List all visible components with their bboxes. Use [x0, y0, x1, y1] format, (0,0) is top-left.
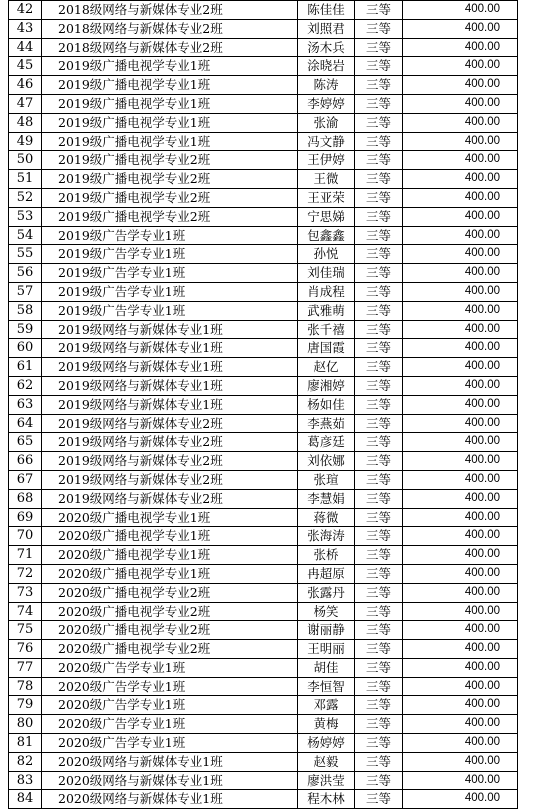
student-name-cell: 刘佳瑞 [298, 264, 355, 283]
student-name-cell: 张千禧 [298, 320, 355, 339]
class-name-cell: 2018级网络与新媒体专业2班 [42, 19, 298, 38]
award-amount-cell: 400.00 [403, 188, 518, 207]
student-name-cell: 杨如佳 [298, 395, 355, 414]
table-row [9, 320, 518, 339]
student-name-cell: 李婷婷 [298, 94, 355, 113]
award-amount-cell: 400.00 [403, 696, 518, 715]
class-name-cell: 2020级广告学专业1班 [42, 658, 298, 677]
student-name-cell: 蒋微 [298, 508, 355, 527]
class-name-cell: 2020级广告学专业1班 [42, 696, 298, 715]
award-level-cell: 三等 [355, 564, 403, 583]
row-number-cell: 55 [9, 245, 42, 264]
table-row [9, 452, 518, 471]
award-amount-cell: 400.00 [403, 508, 518, 527]
class-name-cell: 2020级广播电视学专业2班 [42, 640, 298, 659]
award-amount-cell: 400.00 [403, 771, 518, 790]
row-number-cell: 72 [9, 564, 42, 583]
award-level-cell: 三等 [355, 489, 403, 508]
row-number-cell: 81 [9, 734, 42, 753]
student-name-cell: 涂晓岩 [298, 57, 355, 76]
award-amount-cell: 400.00 [403, 546, 518, 565]
row-number-cell: 68 [9, 489, 42, 508]
table-row [9, 57, 518, 76]
class-name-cell: 2019级网络与新媒体专业1班 [42, 395, 298, 414]
award-amount-cell: 400.00 [403, 339, 518, 358]
row-number-cell: 47 [9, 94, 42, 113]
table-row [9, 583, 518, 602]
class-name-cell: 2019级网络与新媒体专业2班 [42, 470, 298, 489]
row-number-cell: 50 [9, 151, 42, 170]
award-amount-cell: 400.00 [403, 19, 518, 38]
award-level-cell: 三等 [355, 414, 403, 433]
class-name-cell: 2019级广播电视学专业1班 [42, 94, 298, 113]
table-row [9, 226, 518, 245]
table-row [9, 414, 518, 433]
award-level-cell: 三等 [355, 207, 403, 226]
class-name-cell: 2020级网络与新媒体专业1班 [42, 752, 298, 771]
table-row [9, 339, 518, 358]
award-level-cell: 三等 [355, 301, 403, 320]
class-name-cell: 2020级广播电视学专业2班 [42, 583, 298, 602]
class-name-cell: 2019级网络与新媒体专业2班 [42, 489, 298, 508]
award-level-cell: 三等 [355, 245, 403, 264]
student-name-cell: 张海涛 [298, 527, 355, 546]
award-amount-cell: 400.00 [403, 170, 518, 189]
award-level-cell: 三等 [355, 170, 403, 189]
award-table [8, 0, 518, 809]
table-row [9, 151, 518, 170]
class-name-cell: 2019级网络与新媒体专业1班 [42, 339, 298, 358]
award-amount-cell: 400.00 [403, 564, 518, 583]
row-number-cell: 63 [9, 395, 42, 414]
table-row [9, 76, 518, 95]
row-number-cell: 60 [9, 339, 42, 358]
award-level-cell: 三等 [355, 470, 403, 489]
row-number-cell: 74 [9, 602, 42, 621]
award-amount-cell: 400.00 [403, 113, 518, 132]
row-number-cell: 69 [9, 508, 42, 527]
award-level-cell: 三等 [355, 395, 403, 414]
award-level-cell: 三等 [355, 696, 403, 715]
row-number-cell: 64 [9, 414, 42, 433]
award-amount-cell: 400.00 [403, 640, 518, 659]
student-name-cell: 廖湘婷 [298, 376, 355, 395]
award-level-cell: 三等 [355, 57, 403, 76]
student-name-cell: 孙悦 [298, 245, 355, 264]
class-name-cell: 2019级广告学专业1班 [42, 264, 298, 283]
row-number-cell: 46 [9, 76, 42, 95]
award-level-cell: 三等 [355, 771, 403, 790]
student-name-cell: 杨笑 [298, 602, 355, 621]
row-number-cell: 82 [9, 752, 42, 771]
award-amount-cell: 400.00 [403, 677, 518, 696]
class-name-cell: 2020级广播电视学专业2班 [42, 621, 298, 640]
row-number-cell: 83 [9, 771, 42, 790]
student-name-cell: 廖洪莹 [298, 771, 355, 790]
class-name-cell: 2019级网络与新媒体专业1班 [42, 358, 298, 377]
class-name-cell: 2020级广播电视学专业1班 [42, 527, 298, 546]
award-amount-cell: 400.00 [403, 527, 518, 546]
student-name-cell: 王微 [298, 170, 355, 189]
class-name-cell: 2020级广告学专业1班 [42, 734, 298, 753]
award-level-cell: 三等 [355, 433, 403, 452]
award-amount-cell: 400.00 [403, 734, 518, 753]
table-row [9, 433, 518, 452]
class-name-cell: 2019级广播电视学专业1班 [42, 132, 298, 151]
row-number-cell: 54 [9, 226, 42, 245]
table-row [9, 621, 518, 640]
award-level-cell: 三等 [355, 790, 403, 809]
table-row [9, 207, 518, 226]
award-level-cell: 三等 [355, 226, 403, 245]
student-name-cell: 陈涛 [298, 76, 355, 95]
table-row [9, 132, 518, 151]
row-number-cell: 65 [9, 433, 42, 452]
award-amount-cell: 400.00 [403, 621, 518, 640]
award-table-body [9, 1, 518, 809]
award-amount-cell: 400.00 [403, 658, 518, 677]
table-row [9, 546, 518, 565]
award-amount-cell: 400.00 [403, 301, 518, 320]
class-name-cell: 2020级网络与新媒体专业1班 [42, 771, 298, 790]
table-row [9, 113, 518, 132]
class-name-cell: 2019级广告学专业1班 [42, 226, 298, 245]
table-row [9, 752, 518, 771]
award-amount-cell: 400.00 [403, 226, 518, 245]
award-level-cell: 三等 [355, 452, 403, 471]
row-number-cell: 42 [9, 1, 42, 20]
class-name-cell: 2019级广播电视学专业2班 [42, 207, 298, 226]
row-number-cell: 78 [9, 677, 42, 696]
award-level-cell: 三等 [355, 94, 403, 113]
row-number-cell: 62 [9, 376, 42, 395]
award-amount-cell: 400.00 [403, 452, 518, 471]
table-row [9, 790, 518, 809]
table-row [9, 564, 518, 583]
student-name-cell: 刘照君 [298, 19, 355, 38]
class-name-cell: 2020级广播电视学专业1班 [42, 564, 298, 583]
award-amount-cell: 400.00 [403, 376, 518, 395]
award-amount-cell: 400.00 [403, 790, 518, 809]
class-name-cell: 2019级网络与新媒体专业1班 [42, 320, 298, 339]
award-amount-cell: 400.00 [403, 358, 518, 377]
row-number-cell: 45 [9, 57, 42, 76]
award-amount-cell: 400.00 [403, 151, 518, 170]
row-number-cell: 80 [9, 715, 42, 734]
award-level-cell: 三等 [355, 602, 403, 621]
row-number-cell: 52 [9, 188, 42, 207]
student-name-cell: 冯文静 [298, 132, 355, 151]
row-number-cell: 77 [9, 658, 42, 677]
award-amount-cell: 400.00 [403, 489, 518, 508]
student-name-cell: 唐国霞 [298, 339, 355, 358]
student-name-cell: 王伊婷 [298, 151, 355, 170]
table-row [9, 734, 518, 753]
award-level-cell: 三等 [355, 264, 403, 283]
table-row [9, 715, 518, 734]
student-name-cell: 张瑄 [298, 470, 355, 489]
table-row [9, 508, 518, 527]
award-level-cell: 三等 [355, 640, 403, 659]
row-number-cell: 84 [9, 790, 42, 809]
row-number-cell: 44 [9, 38, 42, 57]
award-amount-cell: 400.00 [403, 715, 518, 734]
award-amount-cell: 400.00 [403, 1, 518, 20]
row-number-cell: 67 [9, 470, 42, 489]
table-row [9, 38, 518, 57]
award-level-cell: 三等 [355, 752, 403, 771]
row-number-cell: 56 [9, 264, 42, 283]
class-name-cell: 2020级广播电视学专业1班 [42, 508, 298, 527]
table-row [9, 170, 518, 189]
student-name-cell: 汤木兵 [298, 38, 355, 57]
student-name-cell: 王亚荣 [298, 188, 355, 207]
student-name-cell: 武雅萌 [298, 301, 355, 320]
student-name-cell: 邓露 [298, 696, 355, 715]
award-amount-cell: 400.00 [403, 282, 518, 301]
table-row [9, 677, 518, 696]
class-name-cell: 2018级网络与新媒体专业2班 [42, 1, 298, 20]
class-name-cell: 2019级网络与新媒体专业1班 [42, 376, 298, 395]
award-amount-cell: 400.00 [403, 38, 518, 57]
award-amount-cell: 400.00 [403, 245, 518, 264]
class-name-cell: 2019级广告学专业1班 [42, 282, 298, 301]
table-row [9, 658, 518, 677]
student-name-cell: 张露丹 [298, 583, 355, 602]
student-name-cell: 陈佳佳 [298, 1, 355, 20]
award-level-cell: 三等 [355, 715, 403, 734]
class-name-cell: 2019级广播电视学专业2班 [42, 151, 298, 170]
table-row [9, 771, 518, 790]
class-name-cell: 2020级广播电视学专业2班 [42, 602, 298, 621]
class-name-cell: 2019级广播电视学专业2班 [42, 170, 298, 189]
class-name-cell: 2018级网络与新媒体专业2班 [42, 38, 298, 57]
row-number-cell: 66 [9, 452, 42, 471]
row-number-cell: 70 [9, 527, 42, 546]
award-amount-cell: 400.00 [403, 583, 518, 602]
student-name-cell: 包鑫鑫 [298, 226, 355, 245]
table-row [9, 395, 518, 414]
table-row [9, 245, 518, 264]
student-name-cell: 肖成程 [298, 282, 355, 301]
class-name-cell: 2020级广告学专业1班 [42, 715, 298, 734]
award-level-cell: 三等 [355, 658, 403, 677]
class-name-cell: 2019级广播电视学专业2班 [42, 188, 298, 207]
row-number-cell: 48 [9, 113, 42, 132]
class-name-cell: 2019级网络与新媒体专业2班 [42, 414, 298, 433]
award-level-cell: 三等 [355, 339, 403, 358]
class-name-cell: 2019级广播电视学专业1班 [42, 113, 298, 132]
award-amount-cell: 400.00 [403, 132, 518, 151]
class-name-cell: 2020级网络与新媒体专业1班 [42, 790, 298, 809]
row-number-cell: 61 [9, 358, 42, 377]
award-amount-cell: 400.00 [403, 207, 518, 226]
table-row [9, 94, 518, 113]
class-name-cell: 2019级广告学专业1班 [42, 245, 298, 264]
row-number-cell: 51 [9, 170, 42, 189]
student-name-cell: 赵毅 [298, 752, 355, 771]
row-number-cell: 71 [9, 546, 42, 565]
row-number-cell: 75 [9, 621, 42, 640]
class-name-cell: 2019级广播电视学专业1班 [42, 57, 298, 76]
award-level-cell: 三等 [355, 188, 403, 207]
student-name-cell: 程木林 [298, 790, 355, 809]
class-name-cell: 2020级广播电视学专业1班 [42, 546, 298, 565]
award-amount-cell: 400.00 [403, 264, 518, 283]
class-name-cell: 2020级广告学专业1班 [42, 677, 298, 696]
award-level-cell: 三等 [355, 546, 403, 565]
student-name-cell: 李慧娟 [298, 489, 355, 508]
award-level-cell: 三等 [355, 113, 403, 132]
student-name-cell: 李恒智 [298, 677, 355, 696]
award-amount-cell: 400.00 [403, 94, 518, 113]
row-number-cell: 57 [9, 282, 42, 301]
table-row [9, 358, 518, 377]
row-number-cell: 58 [9, 301, 42, 320]
student-name-cell: 冉超原 [298, 564, 355, 583]
class-name-cell: 2019级网络与新媒体专业2班 [42, 452, 298, 471]
class-name-cell: 2019级网络与新媒体专业2班 [42, 433, 298, 452]
award-level-cell: 三等 [355, 320, 403, 339]
student-name-cell: 赵亿 [298, 358, 355, 377]
class-name-cell: 2019级广播电视学专业1班 [42, 76, 298, 95]
table-row [9, 527, 518, 546]
award-level-cell: 三等 [355, 132, 403, 151]
student-name-cell: 黄梅 [298, 715, 355, 734]
table-row [9, 489, 518, 508]
student-name-cell: 王明丽 [298, 640, 355, 659]
row-number-cell: 49 [9, 132, 42, 151]
award-level-cell: 三等 [355, 527, 403, 546]
table-row [9, 376, 518, 395]
award-amount-cell: 400.00 [403, 470, 518, 489]
award-level-cell: 三等 [355, 358, 403, 377]
class-name-cell: 2019级广告学专业1班 [42, 301, 298, 320]
award-amount-cell: 400.00 [403, 320, 518, 339]
row-number-cell: 79 [9, 696, 42, 715]
award-level-cell: 三等 [355, 1, 403, 20]
award-level-cell: 三等 [355, 376, 403, 395]
table-row [9, 1, 518, 20]
table-row [9, 264, 518, 283]
table-row [9, 19, 518, 38]
award-level-cell: 三等 [355, 38, 403, 57]
award-level-cell: 三等 [355, 76, 403, 95]
award-level-cell: 三等 [355, 151, 403, 170]
award-level-cell: 三等 [355, 583, 403, 602]
student-name-cell: 李燕茹 [298, 414, 355, 433]
student-name-cell: 张桥 [298, 546, 355, 565]
award-amount-cell: 400.00 [403, 395, 518, 414]
row-number-cell: 53 [9, 207, 42, 226]
row-number-cell: 73 [9, 583, 42, 602]
award-level-cell: 三等 [355, 282, 403, 301]
row-number-cell: 59 [9, 320, 42, 339]
award-level-cell: 三等 [355, 734, 403, 753]
award-amount-cell: 400.00 [403, 433, 518, 452]
table-row [9, 602, 518, 621]
award-amount-cell: 400.00 [403, 752, 518, 771]
table-row [9, 640, 518, 659]
award-amount-cell: 400.00 [403, 57, 518, 76]
award-level-cell: 三等 [355, 621, 403, 640]
table-row [9, 696, 518, 715]
table-row [9, 282, 518, 301]
student-name-cell: 胡佳 [298, 658, 355, 677]
student-name-cell: 宁思娣 [298, 207, 355, 226]
table-row [9, 188, 518, 207]
row-number-cell: 76 [9, 640, 42, 659]
award-level-cell: 三等 [355, 19, 403, 38]
table-row [9, 301, 518, 320]
award-level-cell: 三等 [355, 508, 403, 527]
student-name-cell: 杨婷婷 [298, 734, 355, 753]
student-name-cell: 张渝 [298, 113, 355, 132]
award-level-cell: 三等 [355, 677, 403, 696]
student-name-cell: 葛彦廷 [298, 433, 355, 452]
award-amount-cell: 400.00 [403, 602, 518, 621]
row-number-cell: 43 [9, 19, 42, 38]
student-name-cell: 刘依娜 [298, 452, 355, 471]
award-amount-cell: 400.00 [403, 76, 518, 95]
student-name-cell: 谢丽静 [298, 621, 355, 640]
award-amount-cell: 400.00 [403, 414, 518, 433]
table-row [9, 470, 518, 489]
